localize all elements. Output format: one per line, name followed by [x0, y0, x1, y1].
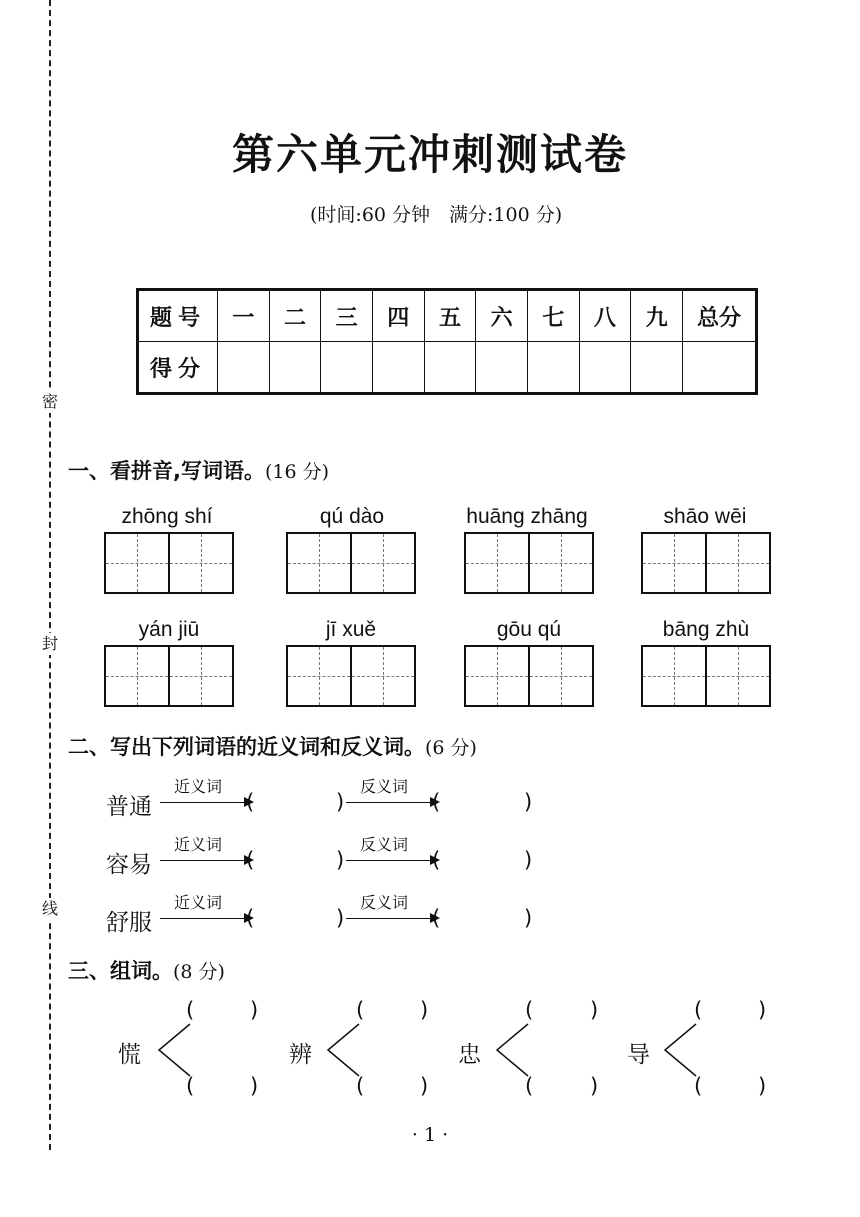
group-word-3-bottom-close: ): [590, 1074, 599, 1098]
writing-grid-1[interactable]: [104, 532, 234, 594]
section-three-title: [68, 955, 225, 985]
synonym-arrow-3: [160, 893, 255, 930]
column-7: 七: [527, 290, 579, 342]
antonym-answer-open[interactable]: (: [432, 906, 441, 930]
synonym-word-1: 普通: [106, 794, 152, 820]
group-word-char-1: 慌: [118, 1042, 141, 1068]
group-word-2-top-close: ): [420, 998, 429, 1022]
synonym-answer-open[interactable]: (: [246, 848, 255, 872]
column-2: 二: [269, 290, 321, 342]
branch-bracket-3: [494, 1022, 530, 1078]
antonym-answer-open[interactable]: (: [432, 790, 441, 814]
score-cell-5[interactable]: [424, 342, 476, 394]
column-4: 四: [372, 290, 424, 342]
page-number: · 1 ·: [411, 1124, 449, 1146]
pinyin-1: zhōng shí: [121, 505, 213, 528]
synonym-label: 近义词: [174, 777, 223, 796]
score-cell-6[interactable]: [476, 342, 528, 394]
synonym-arrow-2: [160, 835, 255, 872]
section-two-heading: 二、写出下列词语的近义词和反义词。: [68, 735, 425, 759]
column-6: 六: [476, 290, 528, 342]
score-cell-2[interactable]: [269, 342, 321, 394]
synonym-arrow-1: [160, 777, 255, 814]
synonym-answer-open[interactable]: (: [246, 790, 255, 814]
group-word-4-top-close: ): [758, 998, 767, 1022]
antonym-answer-close: ): [524, 790, 533, 814]
antonym-label: 反义词: [360, 777, 409, 796]
score-table-header-row: [138, 290, 757, 342]
score-cell-9[interactable]: [631, 342, 683, 394]
section-two-score: (6 分): [425, 737, 477, 759]
synonym-word-3: 舒服: [106, 910, 152, 936]
question-number-label: 题号: [138, 290, 218, 342]
column-5: 五: [424, 290, 476, 342]
binding-char-feng: 封: [39, 633, 61, 655]
synonym-label: 近义词: [174, 835, 223, 854]
synonym-row-1: [106, 777, 606, 822]
section-three-heading: 三、组词。: [68, 959, 173, 983]
group-word-1-bottom-open[interactable]: (: [186, 1074, 195, 1098]
group-word-2-top-open[interactable]: (: [356, 998, 365, 1022]
synonym-answer-close: ): [336, 906, 345, 930]
section-one-score: (16 分): [264, 461, 330, 483]
pinyin-8: bāng zhù: [662, 618, 750, 641]
score-table-score-row: [138, 342, 757, 394]
synonym-row-2: [106, 835, 606, 880]
branch-bracket-4: [662, 1022, 698, 1078]
section-two-title: [68, 731, 477, 761]
writing-grid-7[interactable]: [464, 645, 594, 707]
antonym-answer-close: ): [524, 848, 533, 872]
group-word-char-3: 忠: [458, 1042, 481, 1068]
section-three-score: (8 分): [173, 961, 225, 983]
score-cell-7[interactable]: [527, 342, 579, 394]
branch-bracket-2: [325, 1022, 361, 1078]
score-cell-4[interactable]: [372, 342, 424, 394]
synonym-word-2: 容易: [106, 852, 152, 878]
column-3: 三: [321, 290, 373, 342]
column-1: 一: [218, 290, 270, 342]
branch-bracket-1: [156, 1022, 192, 1078]
antonym-label: 反义词: [360, 893, 409, 912]
score-cell-total[interactable]: [683, 342, 757, 394]
pinyin-4: shāo wēi: [663, 505, 747, 528]
antonym-arrow-1: [346, 777, 441, 814]
group-word-char-4: 导: [627, 1042, 650, 1068]
antonym-arrow-2: [346, 835, 441, 872]
antonym-answer-open[interactable]: (: [432, 848, 441, 872]
group-word-3-bottom-open[interactable]: (: [525, 1074, 534, 1098]
score-table: [136, 288, 758, 395]
group-word-2-bottom-close: ): [420, 1074, 429, 1098]
group-word-4-bottom-open[interactable]: (: [694, 1074, 703, 1098]
pinyin-7: gōu qú: [496, 618, 562, 641]
group-word-3-top-open[interactable]: (: [525, 998, 534, 1022]
section-one-title: [68, 455, 329, 485]
pinyin-3: huāng zhāng: [466, 505, 588, 528]
writing-grid-5[interactable]: [104, 645, 234, 707]
group-word-4-top-open[interactable]: (: [694, 998, 703, 1022]
binding-char-mi: 密: [39, 391, 61, 413]
score-cell-3[interactable]: [321, 342, 373, 394]
group-word-char-2: 辨: [289, 1042, 312, 1068]
column-8: 八: [579, 290, 631, 342]
score-cell-1[interactable]: [218, 342, 270, 394]
page-title: 第六单元冲刺测试卷: [231, 130, 628, 179]
synonym-label: 近义词: [174, 893, 223, 912]
group-word-3-top-close: ): [590, 998, 599, 1022]
antonym-arrow-3: [346, 893, 441, 930]
section-one-heading: 一、看拼音,写词语。: [68, 459, 265, 483]
pinyin-6: jī xuě: [325, 618, 377, 641]
column-9: 九: [631, 290, 683, 342]
pinyin-5: yán jiū: [138, 618, 200, 641]
synonym-answer-open[interactable]: (: [246, 906, 255, 930]
writing-grid-2[interactable]: [286, 532, 416, 594]
group-word-1-bottom-close: ): [250, 1074, 259, 1098]
group-word-2-bottom-open[interactable]: (: [356, 1074, 365, 1098]
binding-char-xian: 线: [39, 898, 61, 920]
score-label: 得分: [138, 342, 218, 394]
column-total: 总分: [683, 290, 757, 342]
exam-info: (时间:60 分钟 满分:100 分): [310, 204, 563, 226]
group-word-4-bottom-close: ): [758, 1074, 767, 1098]
pinyin-2: qú dào: [319, 505, 385, 528]
synonym-row-3: [106, 893, 606, 938]
writing-grid-4[interactable]: [641, 532, 771, 594]
group-word-1-top-open[interactable]: (: [186, 998, 195, 1022]
score-cell-8[interactable]: [579, 342, 631, 394]
synonym-answer-close: ): [336, 790, 345, 814]
antonym-answer-close: ): [524, 906, 533, 930]
synonym-answer-close: ): [336, 848, 345, 872]
group-word-1-top-close: ): [250, 998, 259, 1022]
writing-grid-8[interactable]: [641, 645, 771, 707]
writing-grid-3[interactable]: [464, 532, 594, 594]
antonym-label: 反义词: [360, 835, 409, 854]
writing-grid-6[interactable]: [286, 645, 416, 707]
